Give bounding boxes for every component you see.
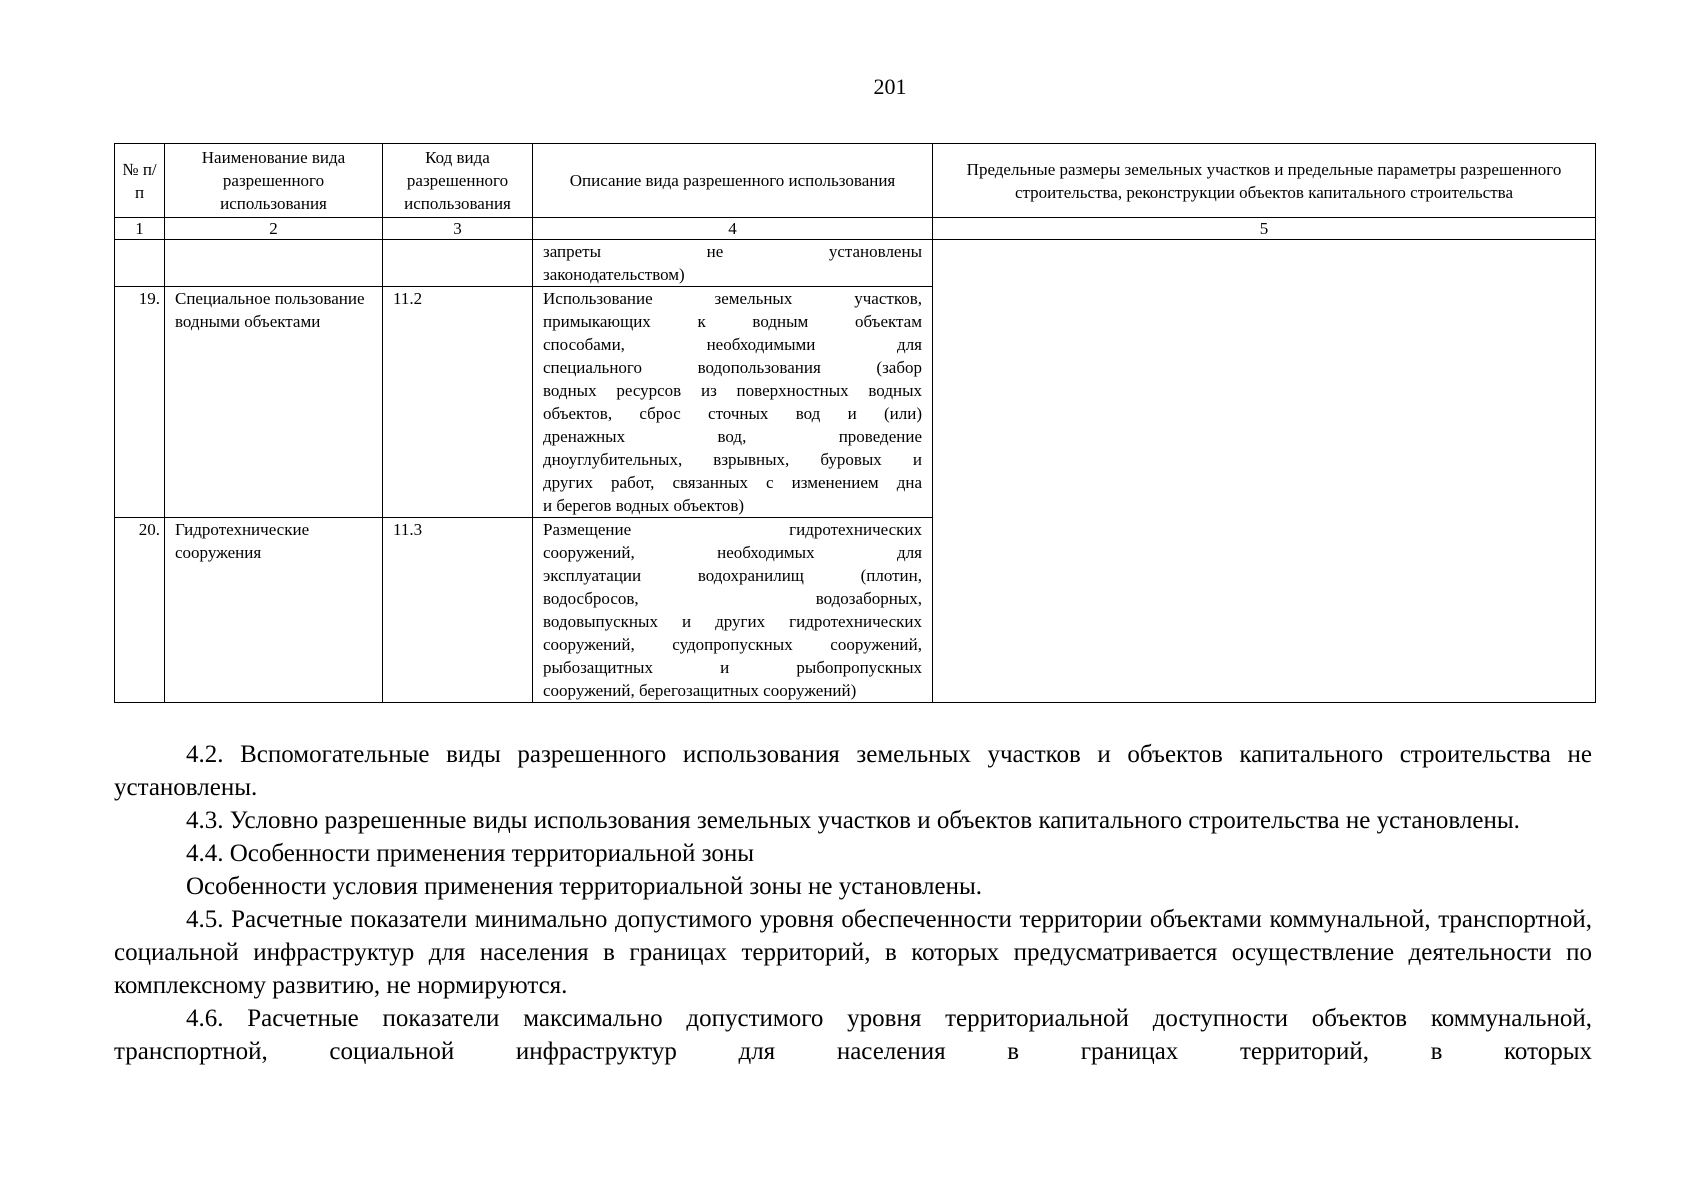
description-line: дренажных вод, проведение xyxy=(543,427,922,446)
paragraph-4-5: 4.5. Расчетные показатели минимально допустимого уровня обеспеченности территории объектами коммунальной, транспортной, социальной инфраструктур для населения в границах территорий, в которых предусматривается осуществление деятельности по комплексному развитию, не нормируются. xyxy=(114,906,1592,999)
row-use-description xyxy=(533,287,933,518)
description-line: сооружений, судопропускных сооружений, xyxy=(543,635,922,654)
description-line: объектов, сброс сточных вод и (или) xyxy=(543,404,922,423)
description-line: Размещение гидротехнических xyxy=(543,520,922,539)
row-number: 20. xyxy=(115,518,165,703)
description-line: Использование земельных участков, xyxy=(543,289,922,308)
row-use-code: 11.3 xyxy=(383,518,533,703)
land-use-table-container xyxy=(114,143,1596,703)
document-body xyxy=(114,738,1592,1068)
header-limit-parameters: Предельные размеры земельных участков и предельные параметры разрешенного строительства, реконструкции объектов капитального строительства xyxy=(933,144,1596,218)
page-number: 201 xyxy=(873,74,907,99)
table-column-number-row xyxy=(115,218,1596,240)
row-use-code: 11.2 xyxy=(383,287,533,518)
description-line: водосбросов, водозаборных, xyxy=(543,589,922,608)
table-header-row xyxy=(115,144,1596,218)
header-use-description: Описание вида разрешенного использования xyxy=(533,144,933,218)
row-limit-parameters xyxy=(933,240,1596,703)
description-line: примыкающих к водным объектам xyxy=(543,312,922,331)
description-line: законодательством) xyxy=(543,265,685,284)
row-use-name xyxy=(165,240,383,287)
column-number: 4 xyxy=(533,218,933,240)
row-use-name: Гидротехнические сооружения xyxy=(165,518,383,703)
row-number: 19. xyxy=(115,287,165,518)
column-number: 5 xyxy=(933,218,1596,240)
description-line: способами, необходимыми для xyxy=(543,335,922,354)
header-use-code: Код вида разрешенного использования xyxy=(383,144,533,218)
row-use-name: Специальное пользование водными объектами xyxy=(165,287,383,518)
land-use-table xyxy=(114,143,1596,703)
column-number: 1 xyxy=(115,218,165,240)
description-line: сооружений, необходимых для xyxy=(543,543,922,562)
description-line: дноуглубительных, взрывных, буровых и xyxy=(543,450,922,469)
description-line: других работ, связанных с изменением дна xyxy=(543,473,922,492)
description-line: специального водопользования (забор xyxy=(543,358,922,377)
row-use-code xyxy=(383,240,533,287)
paragraph-4-3: 4.3. Условно разрешенные виды использования земельных участков и объектов капитального строительства не установлены. xyxy=(186,807,1520,834)
description-line: водовыпускных и других гидротехнических xyxy=(543,612,922,631)
column-number: 3 xyxy=(383,218,533,240)
column-number: 2 xyxy=(165,218,383,240)
paragraph-4-6: 4.6. Расчетные показатели максимально допустимого уровня территориальной доступности объектов коммунальной, транспортной, социальной инфраструктур для населения в границах территорий, в которых xyxy=(114,1005,1592,1065)
paragraph-4-4-text: Особенности условия применения территориальной зоны не установлены. xyxy=(186,873,983,900)
header-use-name: Наименование вида разрешенного использования xyxy=(165,144,383,218)
description-line: сооружений, берегозащитных сооружений) xyxy=(543,681,857,700)
description-line: рыбозащитных и рыбопропускных xyxy=(543,658,922,677)
description-line: эксплуатации водохранилищ (плотин, xyxy=(543,566,922,585)
description-line: водных ресурсов из поверхностных водных xyxy=(543,381,922,400)
description-line: запреты не установлены xyxy=(543,242,922,261)
row-use-description xyxy=(533,518,933,703)
table-row xyxy=(115,240,1596,287)
row-number xyxy=(115,240,165,287)
header-number: № п/п xyxy=(115,144,165,218)
description-line: и берегов водных объектов) xyxy=(543,496,745,515)
row-use-description xyxy=(533,240,933,287)
paragraph-4-2: 4.2. Вспомогательные виды разрешенного использования земельных участков и объектов капитального строительства не установлены. xyxy=(114,741,1592,801)
paragraph-4-4-heading: 4.4. Особенности применения территориальной зоны xyxy=(186,840,755,867)
